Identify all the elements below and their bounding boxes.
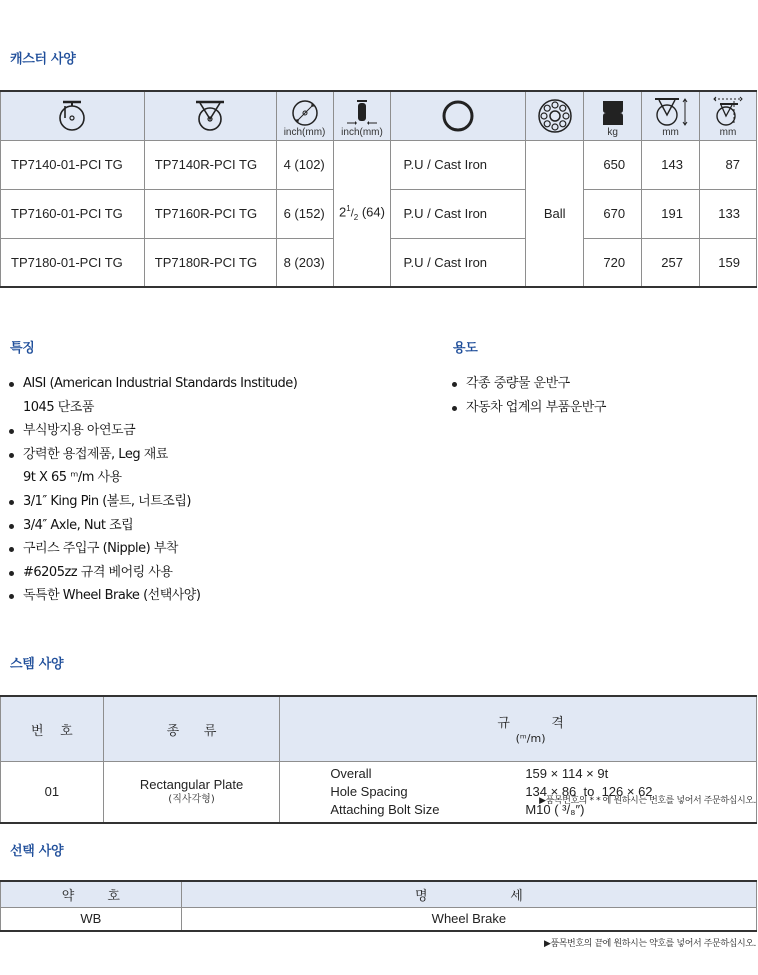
usage-item: 자동차 업계의 부품운반구 — [452, 396, 606, 420]
width-unit: inch(mm) — [341, 126, 383, 138]
model-rigid-cell: TP7140R-PCI TG — [144, 140, 276, 189]
feature-item: 3/4″ Axle, Nut 조립 — [9, 514, 297, 538]
material-cell: P.U / Cast Iron — [391, 189, 526, 238]
rigid-caster-header — [144, 91, 276, 140]
stem-type-cell — [103, 762, 280, 823]
wheel-dia-cell: 6 (152) — [276, 189, 333, 238]
caster-spec-title: 캐스터 사양 — [10, 52, 76, 67]
material-header — [391, 91, 526, 140]
height-unit: mm — [662, 126, 679, 138]
load-cell: 650 — [584, 140, 642, 189]
stem-type-header: 종 류 — [103, 696, 280, 762]
features-list — [9, 372, 297, 608]
stem-number-header: 번 호 — [1, 696, 104, 762]
offset-cell: 133 — [700, 189, 757, 238]
spec-label: Attaching Bolt Size — [330, 801, 440, 817]
rigid-caster-icon — [190, 99, 230, 133]
feature-item: 구리스 주입구 (Nipple) 부착 — [9, 537, 297, 561]
plate-subtitle: (직사각형) — [168, 793, 215, 805]
bearing-header — [526, 91, 584, 140]
caster-height-icon — [651, 97, 691, 127]
swivel-offset-icon — [708, 95, 748, 127]
load-unit: kg — [607, 126, 618, 138]
option-desc-header: 명 세 — [181, 881, 756, 907]
model-swivel-cell: TP7180-01-PCI TG — [1, 238, 145, 287]
option-row — [1, 907, 757, 931]
usage-list — [452, 372, 606, 419]
offset-unit: mm — [719, 126, 737, 138]
spec-label: Overall — [330, 765, 372, 781]
stem-row — [1, 762, 757, 823]
height-cell: 257 — [642, 238, 700, 287]
swivel-caster-icon — [55, 99, 89, 133]
feature-item: 부식방지용 아연도금 — [9, 419, 297, 443]
feature-item: AISI (American Industrial Standards Institude) — [9, 372, 297, 396]
usage-title: 용도 — [453, 341, 478, 356]
spec-row — [1, 140, 757, 189]
option-code-cell: WB — [1, 907, 182, 931]
stem-number-cell: 01 — [1, 762, 104, 823]
option-order-note: ▶품목번호의 끝에 원하시는 약호를 넣어서 주문하십시오. — [543, 939, 756, 949]
height-cell: 143 — [642, 140, 700, 189]
feature-item: #6205zz 규격 베어링 사용 — [9, 561, 297, 585]
feature-item: 3/1″ King Pin (볼트, 너트조립) — [9, 490, 297, 514]
model-rigid-cell: TP7160R-PCI TG — [144, 189, 276, 238]
feature-item: 독특한 Wheel Brake (선택사양) — [9, 584, 297, 608]
option-desc-cell: Wheel Brake — [181, 907, 756, 931]
spec-value: M10 ( ³/₈″) — [525, 801, 585, 817]
offset-header — [700, 91, 757, 140]
model-swivel-cell: TP7140-01-PCI TG — [1, 140, 145, 189]
option-header-row — [1, 881, 757, 907]
load-header — [584, 91, 642, 140]
wheel-dia-cell: 4 (102) — [276, 140, 333, 189]
usage-item: 각종 중량물 운반구 — [452, 372, 606, 396]
stem-spec-header: 규 격 (ᵐ/m) — [280, 696, 757, 762]
bearing-cell: Ball — [526, 140, 584, 287]
load-weight-icon — [600, 99, 626, 127]
features-title: 특징 — [10, 341, 35, 356]
feature-item: 1045 단조품 — [23, 399, 94, 415]
wheel-dia-header — [276, 91, 333, 140]
plate-name: Rectangular Plate — [139, 776, 244, 792]
wheel-diameter-icon — [291, 99, 319, 127]
feature-item: 9t X 65 ᵐ/m 사용 — [23, 470, 122, 486]
model-rigid-cell: TP7180R-PCI TG — [144, 238, 276, 287]
feature-item: 강력한 용접제품, Leg 재료 — [9, 443, 297, 467]
option-code-header: 약 호 — [1, 881, 182, 907]
spec-value: 159 × 114 × 9t — [525, 765, 609, 781]
stem-order-note: ▶품목번호의 * * 에 원하시는 번호를 넣어서 주문하십시오. — [539, 796, 756, 806]
model-swivel-cell: TP7160-01-PCI TG — [1, 189, 145, 238]
spec-label: Hole Spacing — [330, 783, 408, 799]
wheel-width-icon — [345, 99, 379, 127]
material-cell: P.U / Cast Iron — [391, 238, 526, 287]
option-spec-title: 선택 사양 — [10, 844, 64, 859]
load-cell: 720 — [584, 238, 642, 287]
offset-cell: 87 — [700, 140, 757, 189]
spec-value: 134 × 86 to 126 × 62 — [525, 783, 653, 799]
stem-spec-cell — [280, 762, 757, 823]
stem-spec-title: 스템 사양 — [10, 657, 64, 672]
height-cell: 191 — [642, 189, 700, 238]
option-spec-table — [0, 880, 757, 932]
offset-cell: 159 — [700, 238, 757, 287]
load-cell: 670 — [584, 189, 642, 238]
material-cell: P.U / Cast Iron — [391, 140, 526, 189]
width-header — [333, 91, 391, 140]
tire-material-icon — [441, 99, 475, 133]
wheel-dia-cell: 8 (203) — [276, 238, 333, 287]
swivel-caster-header — [1, 91, 145, 140]
spec-header-row — [1, 91, 757, 140]
caster-spec-table — [0, 90, 757, 288]
width-cell: $2^1/_2$ (64) — [333, 140, 391, 287]
wheel-dia-unit: inch(mm) — [283, 126, 326, 138]
ball-bearing-icon — [537, 98, 573, 134]
stem-header-row — [1, 696, 757, 762]
height-header — [642, 91, 700, 140]
